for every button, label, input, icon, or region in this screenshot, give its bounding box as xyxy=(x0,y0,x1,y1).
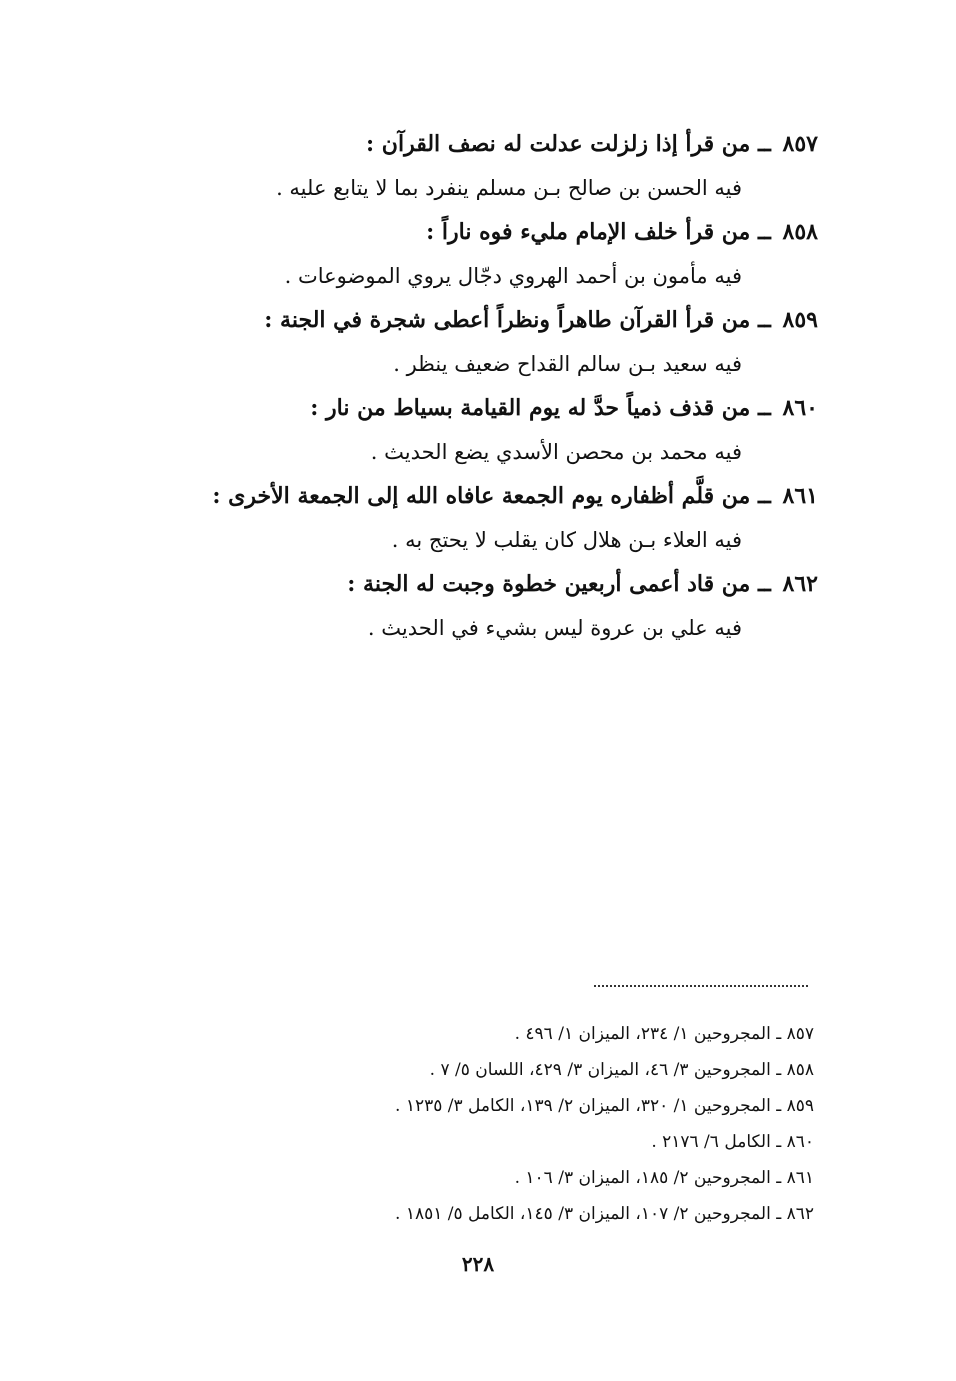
entry-title-text: ــ من قرأ خلف الإمام مليء فوه ناراً : xyxy=(426,219,771,245)
entry-title xyxy=(178,210,818,254)
entry-note: فيه الحسن بن صالح بـن مسلم ينفرد بما لا يتابع عليه . xyxy=(276,176,742,200)
entry-note: فيه العلاء بـن هلال كان يقلب لا يحتج به . xyxy=(391,528,742,552)
entry-title xyxy=(178,474,818,518)
footnote: ٨٦٠ ـ الكامل ٦/ ٢١٧٦ . xyxy=(651,1132,814,1152)
footnote: ٨٦٢ ـ المجروحين ٢/ ١٠٧، الميزان ٣/ ١٤٥، الكامل ٥/ ١٨٥١ . xyxy=(395,1204,814,1224)
entry-title-text: ــ من قاد أعمى أربعين خطوة وجبت له الجنة : xyxy=(347,571,771,597)
entry-title-text: ــ من قرأ القرآن طاهراً ونظراً أعطى شجرة في الجنة : xyxy=(264,307,771,333)
entry xyxy=(178,562,818,650)
entry-title-text: ــ من قلَّم أظفاره يوم الجمعة عافاه الله إلى الجمعة الأخرى : xyxy=(212,483,771,509)
entry-number: ٨٦١ xyxy=(782,483,818,509)
entry xyxy=(178,210,818,298)
entry-title xyxy=(178,386,818,430)
footnote: ٨٥٧ ـ المجروحين ١/ ٢٣٤، الميزان ١/ ٤٩٦ . xyxy=(514,1024,814,1044)
entry-note: فيه علي بن عروة ليس بشيء في الحديث . xyxy=(367,616,742,640)
entry xyxy=(178,386,818,474)
entry xyxy=(178,474,818,562)
entry-number: ٨٥٩ xyxy=(782,307,818,333)
entry xyxy=(178,298,818,386)
entry-note: فيه سعيد بـن سالم القداح ضعيف ينظر . xyxy=(393,352,742,376)
entry-number: ٨٦٢ xyxy=(782,571,818,597)
footnotes-list xyxy=(254,1016,814,1232)
page-number: ٢٢٨ xyxy=(461,1252,495,1276)
entry-number: ٨٥٧ xyxy=(782,131,818,157)
entry xyxy=(178,122,818,210)
footnote: ٨٥٩ ـ المجروحين ١/ ٣٢٠، الميزان ٢/ ١٣٩، الكامل ٣/ ١٢٣٥ . xyxy=(395,1096,814,1116)
entry-title xyxy=(178,122,818,166)
entry-title-text: ــ من قذف ذمياً حدَّ له يوم القيامة بسياط من نار : xyxy=(310,395,771,421)
entry-title xyxy=(178,298,818,342)
footnote-divider xyxy=(594,985,808,987)
entry-number: ٨٥٨ xyxy=(782,219,818,245)
entry-title-text: ــ من قرأ إذا زلزلت عدلت له نصف القرآن : xyxy=(366,131,771,157)
entry-note: فيه مأمون بن أحمد الهروي دجّال يروي الموضوعات . xyxy=(284,264,742,288)
footnote: ٨٦١ ـ المجروحين ٢/ ١٨٥، الميزان ٣/ ١٠٦ . xyxy=(514,1168,814,1188)
footnote: ٨٥٨ ـ المجروحين ٣/ ٤٦، الميزان ٣/ ٤٢٩، اللسان ٥/ ٧ . xyxy=(429,1060,814,1080)
entry-note: فيه محمد بن محصن الأسدي يضع الحديث . xyxy=(370,440,742,464)
entry-title xyxy=(178,562,818,606)
entries-list xyxy=(178,122,818,650)
entry-number: ٨٦٠ xyxy=(782,395,818,421)
